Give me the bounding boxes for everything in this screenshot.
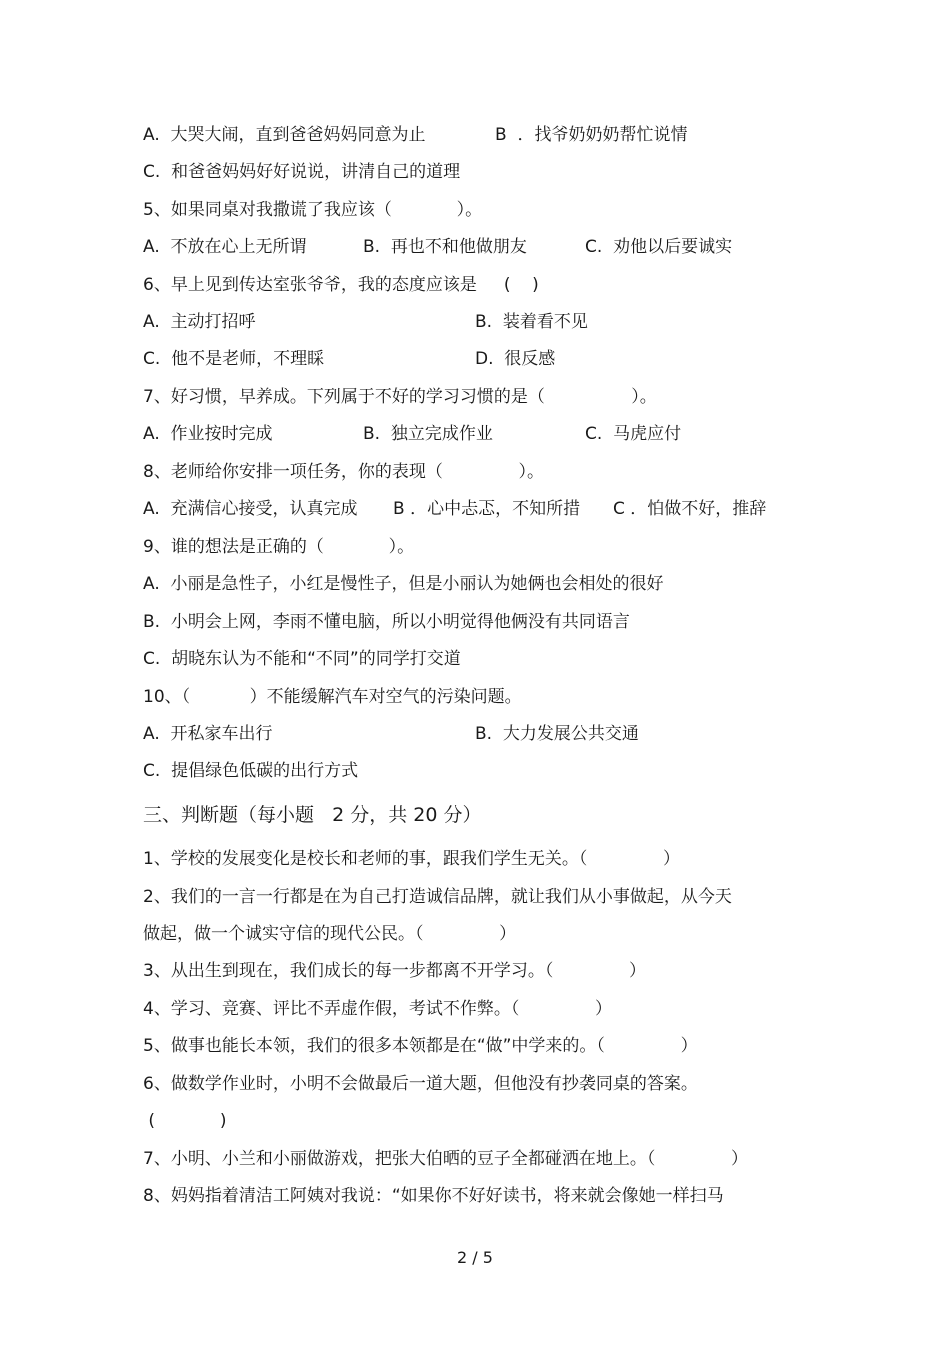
q8-option-a: A. 充满信心接受，认真完成 (143, 499, 358, 519)
q7-stem: 7、好习惯，早养成。下列属于不好的学习习惯的是（ ）。 (143, 387, 657, 407)
q9-option-b: B. 小明会上网，李雨不懂电脑，所以小明觉得他俩没有共同语言 (143, 612, 630, 632)
q10-stem: 10、（ ）不能缓解汽车对空气的污染问题。 (143, 687, 522, 707)
q4-option-b: B ．找爷奶奶奶帮忙说情 (495, 125, 688, 145)
q4-option-c: C. 和爸爸妈妈好好说说，讲清自己的道理 (143, 162, 461, 182)
q10-option-b: B. 大力发展公共交通 (475, 724, 639, 744)
judgment-item: 3、从出生到现在，我们成长的每一步都离不开学习。（ ） (143, 961, 646, 981)
judgment-item-continuation: ( ) (143, 1111, 227, 1131)
page-number: 2 / 5 (457, 1248, 493, 1267)
q8-option-b: B ．心中忐忑，不知所措 (393, 499, 581, 519)
q7-option-c: C. 马虎应付 (585, 424, 682, 444)
q9-option-c: C. 胡晓东认为不能和“不同”的同学打交道 (143, 649, 461, 669)
judgment-item: 6、做数学作业时，小明不会做最后一道大题，但他没有抄袭同桌的答案。 (143, 1074, 698, 1094)
q6-option-d: D. 很反感 (475, 349, 556, 369)
section-heading: 三、判断题（每小题 2 分，共 20 分） (143, 804, 482, 826)
judgment-item: 5、做事也能长本领，我们的很多本领都是在“做”中学来的。（ ） (143, 1036, 698, 1056)
q4-option-a: A. 大哭大闹，直到爸爸妈妈同意为止 (143, 125, 426, 145)
q6-option-c: C. 他不是老师，不理睬 (143, 349, 325, 369)
q9-stem: 9、谁的想法是正确的（ ）。 (143, 537, 415, 557)
q5-option-a: A. 不放在心上无所谓 (143, 237, 307, 257)
q10-option-c: C. 提倡绿色低碳的出行方式 (143, 761, 359, 781)
q6-option-b: B. 装着看不见 (475, 312, 588, 332)
q7-option-a: A. 作业按时完成 (143, 424, 273, 444)
judgment-item: 2、我们的一言一行都是在为自己打造诚信品牌，就让我们从小事做起，从今天 (143, 887, 732, 907)
q6-option-a: A. 主动打招呼 (143, 312, 256, 332)
judgment-item: 4、学习、竞赛、评比不弄虚作假，考试不作弊。（ ） (143, 999, 612, 1019)
q5-option-b: B. 再也不和他做朋友 (363, 237, 527, 257)
judgment-item-continuation: 做起，做一个诚实守信的现代公民。（ ） (143, 924, 517, 944)
q7-option-b: B. 独立完成作业 (363, 424, 493, 444)
q5-stem: 5、如果同桌对我撒谎了我应该（ ）。 (143, 200, 483, 220)
q9-option-a: A. 小丽是急性子，小红是慢性子，但是小丽认为她俩也会相处的很好 (143, 574, 664, 594)
q8-stem: 8、老师给你安排一项任务，你的表现（ ）。 (143, 462, 544, 482)
q6-stem: 6、早上见到传达室张爷爷，我的态度应该是 ( ) (143, 275, 539, 295)
q10-option-a: A. 开私家车出行 (143, 724, 273, 744)
q8-option-c: C ．怕做不好，推辞 (613, 499, 767, 519)
q5-option-c: C. 劝他以后要诚实 (585, 237, 733, 257)
judgment-item: 1、学校的发展变化是校长和老师的事，跟我们学生无关。（ ） (143, 849, 680, 869)
judgment-item: 8、妈妈指着清洁工阿姨对我说：“如果你不好好读书，将来就会像她一样扫马 (143, 1186, 724, 1206)
judgment-item: 7、小明、小兰和小丽做游戏，把张大伯晒的豆子全都碰洒在地上。（ ） (143, 1149, 748, 1169)
